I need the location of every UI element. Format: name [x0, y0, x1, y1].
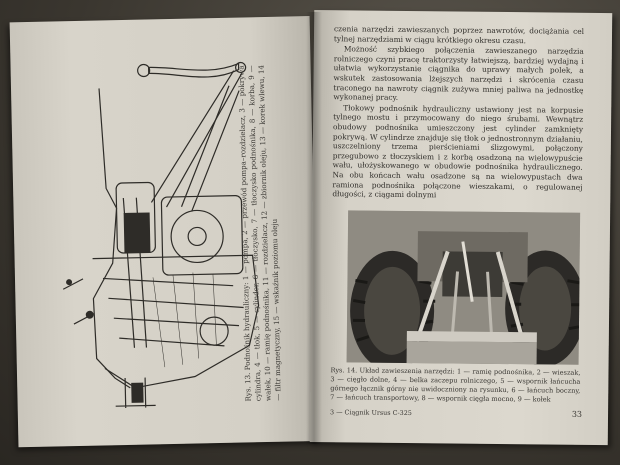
- body-text: [332, 24, 584, 202]
- page-number: 33: [571, 409, 583, 419]
- left-figure-caption: Rys. 13. Podnośnik hydrauliczny: 1 — pompa, 2 — przewód pompa–rozdzielacz, 3 — pokrywa cylindra, 4 — tłok, 5 — cylinder, 6 — tłoczysko, 7 — tłoczysko podnośnika, 8 — korba, 9 — wałek, 10 — ramię podnośnika, 11 — rozdzielacz, 12 — zbiornik oleju, 13 — korek wlewu, 14 — filtr magnetyczny, 15 — wskaźnik poziomu oleju: [236, 64, 283, 402]
- left-page: [10, 16, 319, 447]
- right-page: [310, 10, 613, 445]
- paragraph-2: Możność szybkiego połączenia zawieszanego narzędzia rolniczego czyni pracę traktorzysty łatwiejszą, bardziej wydajną i ułatwia wykorzystanie ciągnika do uprawy małych polek, a wskutek zastosowania lżejszych narzędzi i skrócenia czasu traconego na nawroty ciągnik zużywa mniej paliwa na jednostkę wykonanej pracy.: [333, 44, 584, 103]
- photo-caption: Rys. 14. Układ zawieszenia narzędzi: 1 — ramię podnośnika, 2 — wieszak, 3 — cięgło dolne, 4 — belka zaczepu rolniczego, 5 — wspornik łańcucha górnego łącznik górny nie uwidoczniony na rysunku, 6 — łańcuch boczny, 7 — łańcuch transportowy, 8 — wspornik cięgła mocno, 9 — kołek: [330, 366, 581, 404]
- footer-book-title: 3 — Ciągnik Ursus C-325: [330, 408, 412, 418]
- paragraph-1: czenia narzędzi zawieszanych poprzez nawrotów, dociążania cel tylnej narzędziami w ciągu krótkiego okresu czasu.: [333, 24, 585, 45]
- tractor-photo: [347, 210, 581, 364]
- open-book: [14, 6, 610, 446]
- book-gutter: [306, 12, 322, 444]
- hydraulic-lift-drawing: [28, 45, 266, 420]
- left-figure-caption-wrapper: [237, 64, 304, 401]
- page-footer: [330, 408, 582, 419]
- paragraph-3: Tłokowy podnośnik hydrauliczny ustawiony jest na korpusie tylnego mostu i przymocowany do niego śrubami. Wewnątrz obudowy podnośnika umieszczony jest cylinder zamknięty pokrywą. W cylindrze znajduje się tłok o jednostronnym działaniu, uszczelniony trzema pierścieniami ślizgowymi, połączony przegubowo z tłoczyskiem i z korbą osadzoną na wielowypuście wału, ułożyskowanego w obudowie podnośnika hydraulicznego. Na obu końcach wału osadzone są na wielowypustach dwa ramiona podnośnika połączone wieszakami, o regulowanej długości, z ciągami dolnymi: [332, 103, 584, 200]
